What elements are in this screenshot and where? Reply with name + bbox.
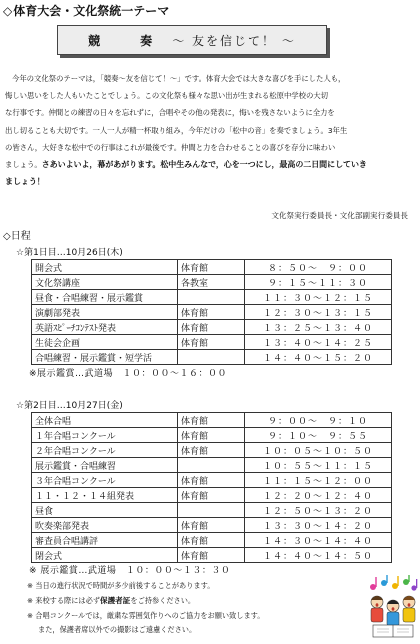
schedule-time-cell: １２：３０～１３：１５ bbox=[245, 305, 392, 320]
schedule-row bbox=[32, 548, 392, 563]
diamond-icon: ◇ bbox=[3, 4, 13, 18]
music-note-icon bbox=[392, 576, 399, 589]
schedule-time-cell: ９：００～ ９：１０ bbox=[245, 413, 392, 428]
schedule-time-cell: １４：４０～１５：２０ bbox=[245, 350, 392, 365]
schedule-time-cell: １４：４０～１４：５０ bbox=[245, 548, 392, 563]
schedule-location-cell: 体育館 bbox=[178, 443, 245, 458]
schedule-row bbox=[32, 488, 392, 503]
schedule-time-cell: １０：０５～１０：５０ bbox=[245, 443, 392, 458]
child-figure-icon bbox=[403, 596, 415, 622]
schedule-location-cell: 体育館 bbox=[178, 413, 245, 428]
schedule-row bbox=[32, 413, 392, 428]
schedule-time-cell: １４：３０～１４：４０ bbox=[245, 533, 392, 548]
guardian-pass-text: 保護者証 bbox=[100, 595, 131, 605]
theme-title-box bbox=[57, 25, 327, 55]
day2-heading: ☆第2日目…10月27日(金) bbox=[16, 401, 123, 411]
schedule-location-cell bbox=[178, 503, 245, 518]
schedule-event-cell: 全体合唱 bbox=[32, 413, 178, 428]
intro-line-lead: ましょう。 bbox=[5, 160, 42, 170]
schedule-row bbox=[32, 290, 392, 305]
schedule-location-cell: 体育館 bbox=[178, 335, 245, 350]
singing-children-music-notes-icon bbox=[368, 575, 418, 639]
schedule-location-cell: 体育館 bbox=[178, 260, 245, 275]
schedule-row bbox=[32, 305, 392, 320]
signature: 文化祭実行委員長・文化部副実行委員長 bbox=[271, 211, 408, 220]
notes bbox=[27, 579, 264, 638]
note-text: をご持参ください。 bbox=[130, 595, 196, 605]
intro-paragraph bbox=[5, 70, 416, 190]
schedule-row bbox=[32, 533, 392, 548]
schedule-event-cell: １１・１２・１４組発表 bbox=[32, 488, 178, 503]
schedule-time-cell: １３：２５～１３：４０ bbox=[245, 320, 392, 335]
schedule-location-cell bbox=[178, 458, 245, 473]
schedule-row bbox=[32, 260, 392, 275]
schedule-time-cell: ９：１５～１１：３０ bbox=[245, 275, 392, 290]
schedule-location-cell: 体育館 bbox=[178, 488, 245, 503]
day1-schedule-table bbox=[31, 259, 392, 365]
schedule-event-cell: ３年合唱コンクール bbox=[32, 473, 178, 488]
note-text: ※ 来校する際には必ず bbox=[27, 595, 100, 605]
schedule-time-cell: ９：１０～ ９：５５ bbox=[245, 428, 392, 443]
schedule-section-title: ◇日程 bbox=[3, 231, 31, 242]
schedule-row bbox=[32, 335, 392, 350]
schedule-event-cell: 生徒会企画 bbox=[32, 335, 178, 350]
schedule-event-cell: 英語ｽﾋﾟｰﾁｺﾝﾃｽﾄ発表 bbox=[32, 320, 178, 335]
day1-note: ※展示鑑賞…武道場 １０：００～１６：００ bbox=[29, 369, 228, 379]
schedule-event-cell: １年合唱コンクール bbox=[32, 428, 178, 443]
child-figure-icon bbox=[387, 600, 399, 626]
note-line: また，保護者席以外での撮影はご遠慮ください。 bbox=[38, 625, 197, 635]
schedule-event-cell: 昼食 bbox=[32, 503, 178, 518]
music-note-icon bbox=[381, 575, 388, 586]
intro-bold-text: さあいよいよ，幕があがります。松中生みんなで，心を一つにし，最高の二日間にしていき bbox=[41, 160, 367, 170]
schedule-event-cell: 文化祭講座 bbox=[32, 275, 178, 290]
theme-word: 競 奏 bbox=[88, 33, 167, 48]
schedule-location-cell bbox=[178, 350, 245, 365]
songbook-icon bbox=[373, 625, 413, 637]
schedule-row bbox=[32, 275, 392, 290]
schedule-location-cell: 各教室 bbox=[178, 275, 245, 290]
theme-subtitle: ～ 友を信じて！ ～ bbox=[172, 33, 296, 48]
schedule-time-cell: １２：２０～１２：４０ bbox=[245, 488, 392, 503]
schedule-location-cell: 体育館 bbox=[178, 473, 245, 488]
schedule-event-cell: 閉会式 bbox=[32, 548, 178, 563]
day1-heading: ☆第1日目…10月26日(木) bbox=[16, 248, 123, 258]
schedule-time-cell: １２：５０～１３：２０ bbox=[245, 503, 392, 518]
music-note-icon bbox=[403, 575, 410, 585]
section-header-theme bbox=[3, 2, 169, 19]
child-figure-icon bbox=[371, 596, 383, 622]
schedule-location-cell: 体育館 bbox=[178, 518, 245, 533]
header-title: 体育大会・文化祭統一テーマ bbox=[13, 4, 170, 18]
schedule-time-cell: １１：１５～１２：００ bbox=[245, 473, 392, 488]
note-line: ※ 合唱コンクールでは，厳粛な雰囲気作りへのご協力をお願い致します。 bbox=[27, 610, 265, 620]
intro-line: 出し切ることも大切です。一人一人が精一杯取り組み，今年だけの「松中の音」を奏でましょう。3年生 bbox=[5, 125, 348, 135]
intro-line: な行事です。仲間との練習の日々を忘れずに，合唱やその他の発表に，悔いを残さないように全力を bbox=[5, 108, 335, 118]
schedule-event-cell: ２年合唱コンクール bbox=[32, 443, 178, 458]
schedule-location-cell bbox=[178, 290, 245, 305]
schedule-row bbox=[32, 503, 392, 518]
schedule-location-cell: 体育館 bbox=[178, 320, 245, 335]
schedule-event-cell: 昼食・合唱練習・展示鑑賞 bbox=[32, 290, 178, 305]
schedule-event-cell: 開会式 bbox=[32, 260, 178, 275]
note-line: ※ 当日の進行状況で時間が多少前後することがあります。 bbox=[27, 581, 215, 590]
schedule-event-cell: 吹奏楽部発表 bbox=[32, 518, 178, 533]
schedule-event-cell: 演劇部発表 bbox=[32, 305, 178, 320]
schedule-event-cell: 審査員合唱講評 bbox=[32, 533, 178, 548]
schedule-row bbox=[32, 458, 392, 473]
intro-line: 今年の文化祭のテーマは，「競奏～友を信じて！～」です。体育大会では大きな喜びを手にした人も， bbox=[12, 74, 346, 83]
music-note-icon bbox=[411, 579, 417, 591]
schedule-location-cell: 体育館 bbox=[178, 305, 245, 320]
schedule-row bbox=[32, 428, 392, 443]
intro-line-end bbox=[5, 173, 416, 190]
schedule-event-cell: 展示鑑賞・合唱練習 bbox=[32, 458, 178, 473]
intro-line-bold bbox=[5, 156, 416, 173]
schedule-time-cell: １０：５５～１１：１５ bbox=[245, 458, 392, 473]
schedule-row bbox=[32, 518, 392, 533]
day2-schedule-table bbox=[31, 412, 392, 563]
schedule-location-cell: 体育館 bbox=[178, 548, 245, 563]
schedule-row bbox=[32, 473, 392, 488]
intro-bold-end: ましょう！ bbox=[5, 177, 45, 187]
schedule-event-cell: 合唱練習・展示鑑賞・短学活 bbox=[32, 350, 178, 365]
day2-note: ※ 展示鑑賞…武道場 １０：００～１３：３０ bbox=[29, 566, 231, 576]
schedule-time-cell: ８：５０～ ９：００ bbox=[245, 260, 392, 275]
schedule-time-cell: １１：３０～１２：１５ bbox=[245, 290, 392, 305]
intro-line: 悔しい思いをした人もいたことでしょう。この文化祭も様々な思い出が生まれる松原中学校の大切 bbox=[5, 91, 328, 101]
schedule-row bbox=[32, 320, 392, 335]
schedule-location-cell: 体育館 bbox=[178, 533, 245, 548]
schedule-row bbox=[32, 350, 392, 365]
intro-line: の皆さん，大好きな松中での行事はこれが最後です。仲間と力を合わせることの喜びを存分に味わい bbox=[5, 142, 336, 152]
note-line bbox=[27, 594, 264, 609]
schedule-row bbox=[32, 443, 392, 458]
schedule-time-cell: １３：３０～１４：２０ bbox=[245, 518, 392, 533]
schedule-time-cell: １３：４０～１４：２５ bbox=[245, 335, 392, 350]
music-note-icon bbox=[370, 577, 377, 590]
schedule-location-cell: 体育館 bbox=[178, 428, 245, 443]
